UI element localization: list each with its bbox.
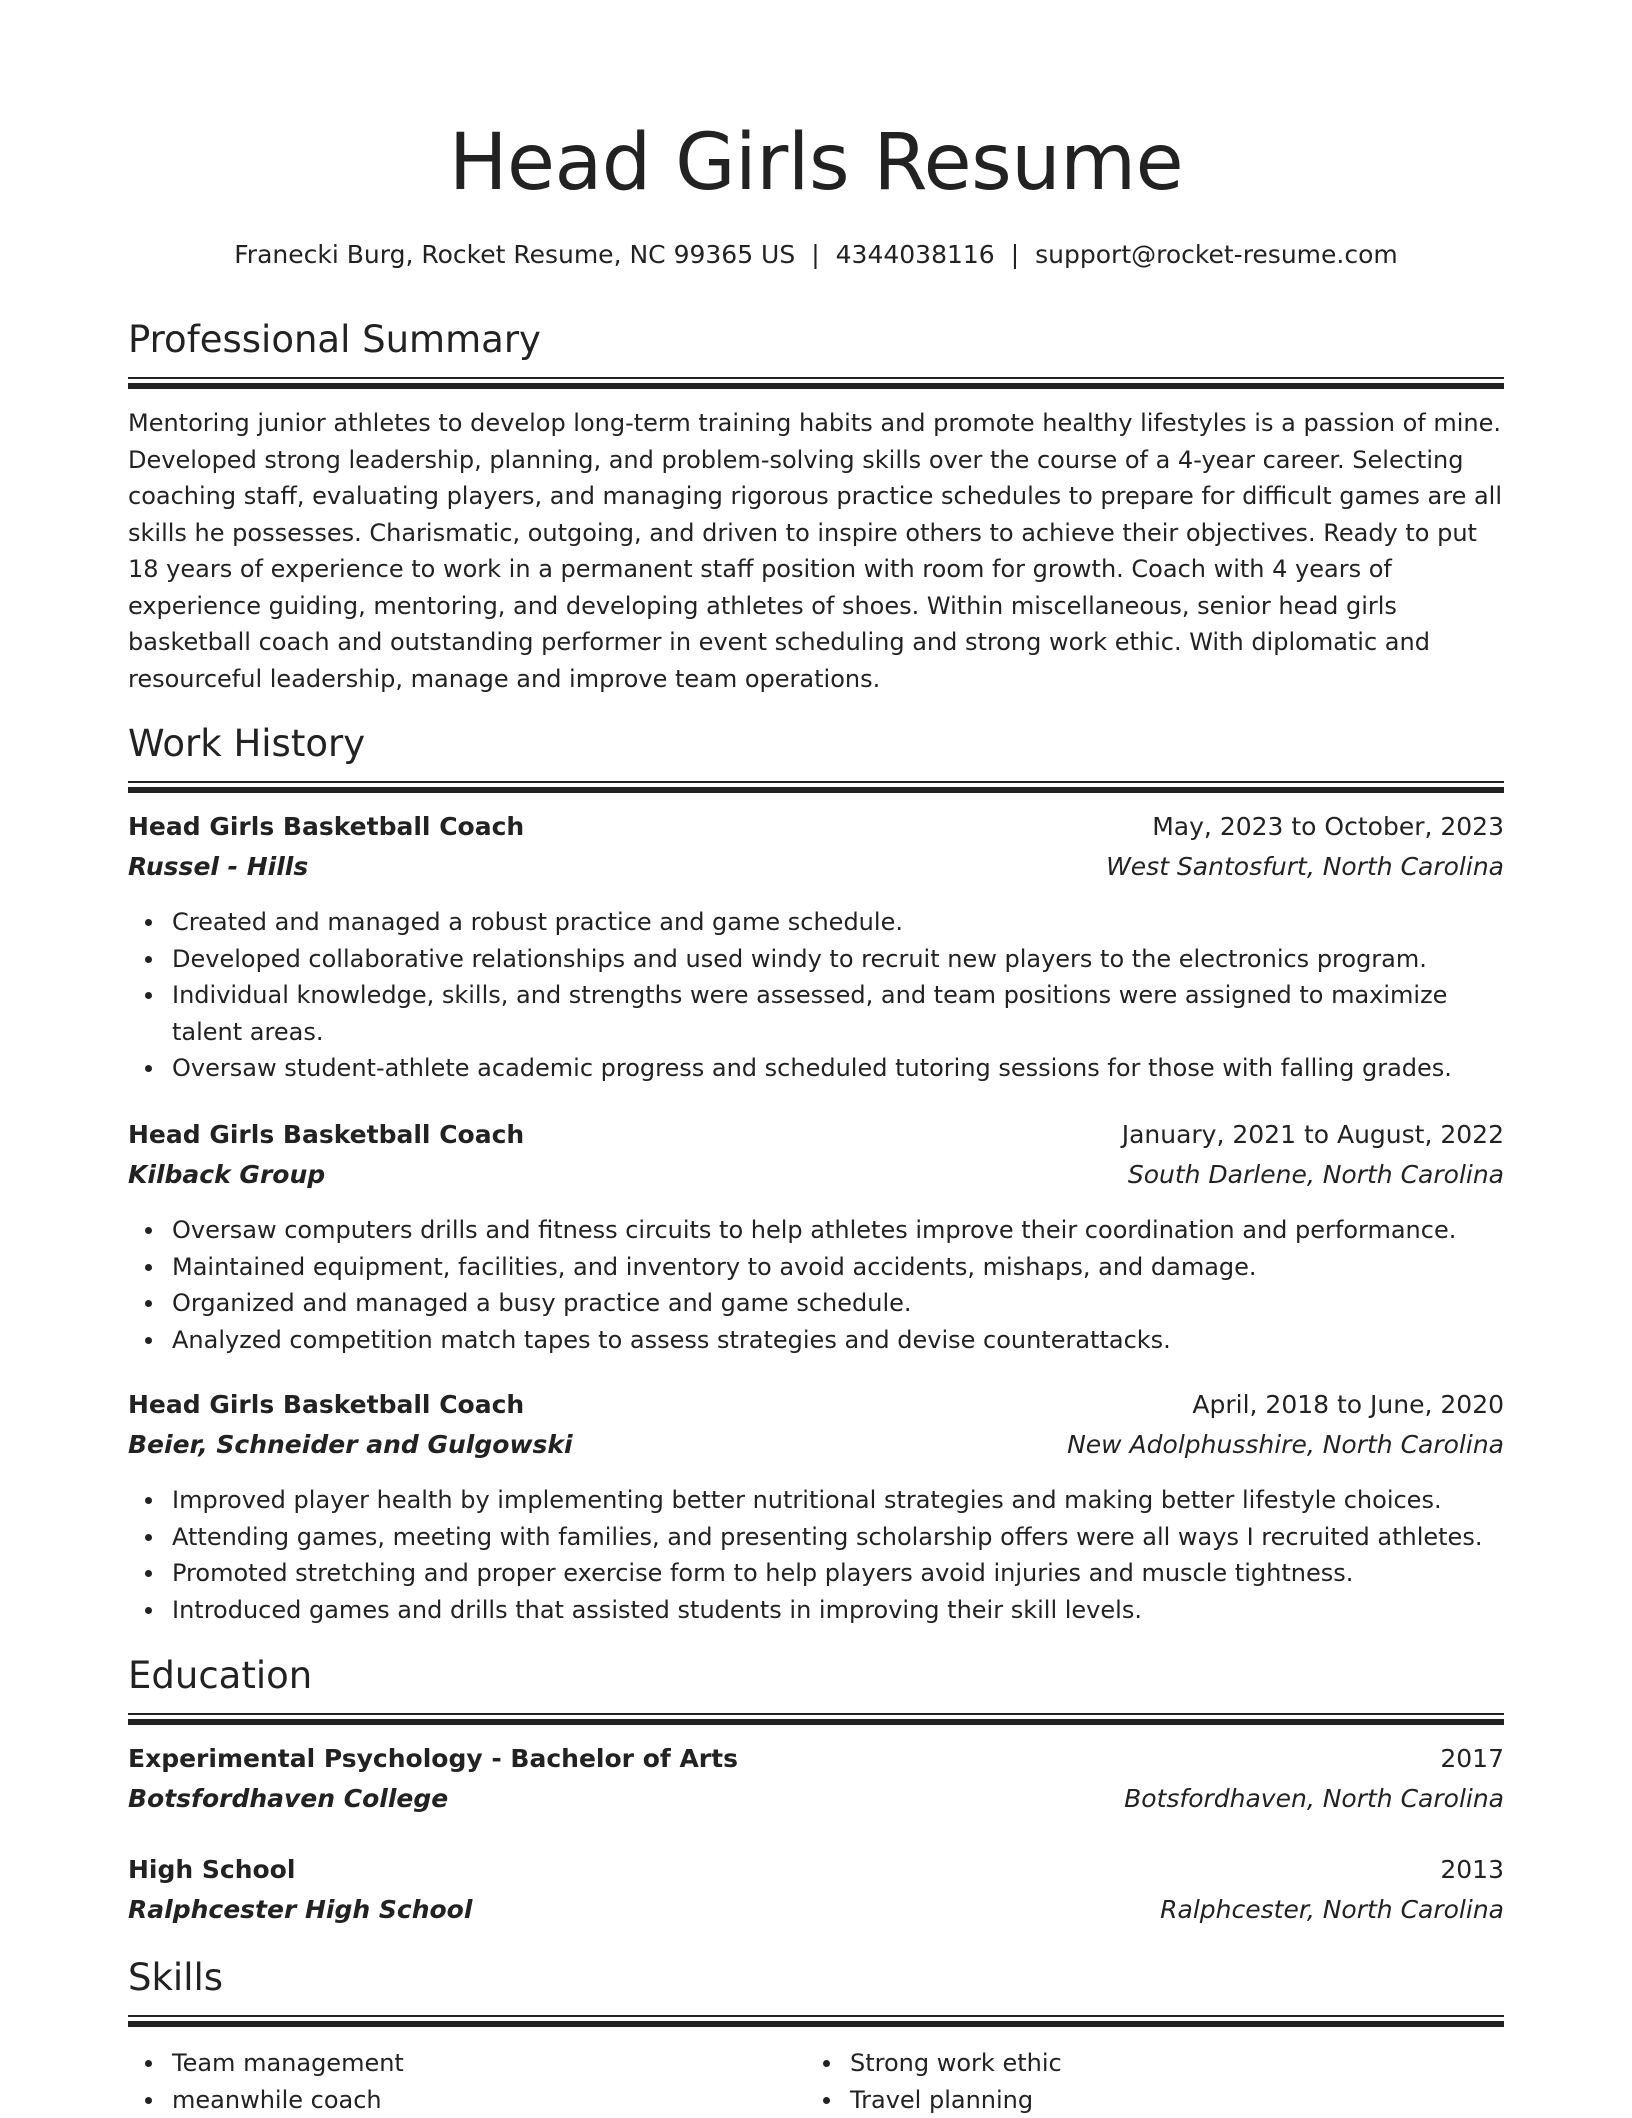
skills-divider bbox=[128, 2015, 1504, 2026]
list-item: meanwhile coach bbox=[128, 2082, 788, 2118]
job-company: Kilback Group bbox=[128, 1160, 325, 1189]
list-item: Introduced games and drills that assisted students in improving their skill levels. bbox=[128, 1592, 1504, 1629]
contact-address: Franecki Burg, Rocket Resume, NC 99365 US bbox=[234, 240, 795, 269]
job-entry bbox=[128, 1120, 1504, 1358]
list-item: Oversaw computers drills and fitness circuits to help athletes improve their coordination and performance. bbox=[128, 1212, 1504, 1249]
job-company: Russel - Hills bbox=[128, 852, 308, 881]
list-item: Individual knowledge, skills, and strengths were assessed, and team positions were assigned to maximize talent areas. bbox=[128, 977, 1504, 1050]
job-entry bbox=[128, 812, 1504, 1087]
job-location: West Santosfurt, North Carolina bbox=[1106, 852, 1504, 881]
job-bullets bbox=[128, 1482, 1504, 1628]
list-item: Developed collaborative relationships and used windy to recruit new players to the electronics program. bbox=[128, 941, 1504, 978]
skills-list bbox=[806, 2045, 1466, 2118]
job-title: Head Girls Basketball Coach bbox=[128, 1390, 524, 1419]
work-history-divider bbox=[128, 781, 1504, 792]
skills-column-left bbox=[128, 2045, 788, 2118]
list-item: Analyzed competition match tapes to assess strategies and devise counterattacks. bbox=[128, 1322, 1504, 1359]
summary-divider bbox=[128, 377, 1504, 388]
job-dates: January, 2021 to August, 2022 bbox=[1122, 1120, 1504, 1149]
job-title: Head Girls Basketball Coach bbox=[128, 1120, 524, 1149]
list-item: Attending games, meeting with families, and presenting scholarship offers were all ways I recruited athletes. bbox=[128, 1519, 1504, 1556]
job-location: New Adolphusshire, North Carolina bbox=[1067, 1430, 1504, 1459]
education-year: 2017 bbox=[1440, 1744, 1504, 1773]
contact-line bbox=[128, 240, 1504, 269]
skills-column-right bbox=[806, 2045, 1466, 2118]
list-item: Maintained equipment, facilities, and inventory to avoid accidents, mishaps, and damage. bbox=[128, 1249, 1504, 1286]
list-item: Improved player health by implementing better nutritional strategies and making better lifestyle choices. bbox=[128, 1482, 1504, 1519]
list-item: Team management bbox=[128, 2045, 788, 2082]
skills-list bbox=[128, 2045, 788, 2118]
work-history-heading: Work History bbox=[128, 722, 1504, 765]
list-item: Travel planning bbox=[806, 2082, 1466, 2118]
resume-title: Head Girls Resume bbox=[128, 118, 1504, 208]
education-degree: High School bbox=[128, 1855, 295, 1884]
education-school: Botsfordhaven College bbox=[128, 1784, 448, 1813]
education-degree: Experimental Psychology - Bachelor of Arts bbox=[128, 1744, 738, 1773]
list-item: Created and managed a robust practice and game schedule. bbox=[128, 904, 1504, 941]
contact-email: support@rocket-resume.com bbox=[1035, 240, 1398, 269]
list-item: Oversaw student-athlete academic progress and scheduled tutoring sessions for those with falling grades. bbox=[128, 1050, 1504, 1087]
job-entry bbox=[128, 1390, 1504, 1628]
education-location: Ralphcester, North Carolina bbox=[1160, 1895, 1504, 1924]
education-school: Ralphcester High School bbox=[128, 1895, 472, 1924]
education-entry bbox=[128, 1855, 1504, 1935]
job-company: Beier, Schneider and Gulgowski bbox=[128, 1430, 573, 1459]
list-item: Promoted stretching and proper exercise form to help players avoid injuries and muscle tightness. bbox=[128, 1555, 1504, 1592]
job-dates: May, 2023 to October, 2023 bbox=[1152, 812, 1504, 841]
summary-text: Mentoring junior athletes to develop long-term training habits and promote healthy lifestyles is a passion of mine. Developed strong leadership, planning, and problem-solving skills over the course of a 4-year career. Selecting coaching staff, evaluating players, and managing rigorous practice schedules to prepare for difficult games are all skills he possesses. Charismatic, outgoing, and driven to inspire others to achieve their objectives. Ready to put 18 years of experience to work in a permanent staff position with room for growth. Coach with 4 years of experience guiding, mentoring, and developing athletes of shoes. Within miscellaneous, senior head girls basketball coach and outstanding performer in event scheduling and strong work ethic. With diplomatic and resourceful leadership, manage and improve team operations. bbox=[128, 405, 1504, 697]
contact-separator: | bbox=[795, 240, 835, 269]
education-location: Botsfordhaven, North Carolina bbox=[1124, 1784, 1504, 1813]
list-item: Organized and managed a busy practice and game schedule. bbox=[128, 1285, 1504, 1322]
job-bullets bbox=[128, 904, 1504, 1087]
education-heading: Education bbox=[128, 1654, 1504, 1697]
summary-heading: Professional Summary bbox=[128, 318, 1504, 361]
job-location: South Darlene, North Carolina bbox=[1128, 1160, 1504, 1189]
skills-heading: Skills bbox=[128, 1956, 1504, 1999]
contact-separator: | bbox=[995, 240, 1035, 269]
job-title: Head Girls Basketball Coach bbox=[128, 812, 524, 841]
job-dates: April, 2018 to June, 2020 bbox=[1192, 1390, 1504, 1419]
education-year: 2013 bbox=[1440, 1855, 1504, 1884]
contact-phone: 4344038116 bbox=[836, 240, 995, 269]
list-item: Strong work ethic bbox=[806, 2045, 1466, 2082]
education-divider bbox=[128, 1713, 1504, 1724]
education-entry bbox=[128, 1744, 1504, 1824]
job-bullets bbox=[128, 1212, 1504, 1358]
